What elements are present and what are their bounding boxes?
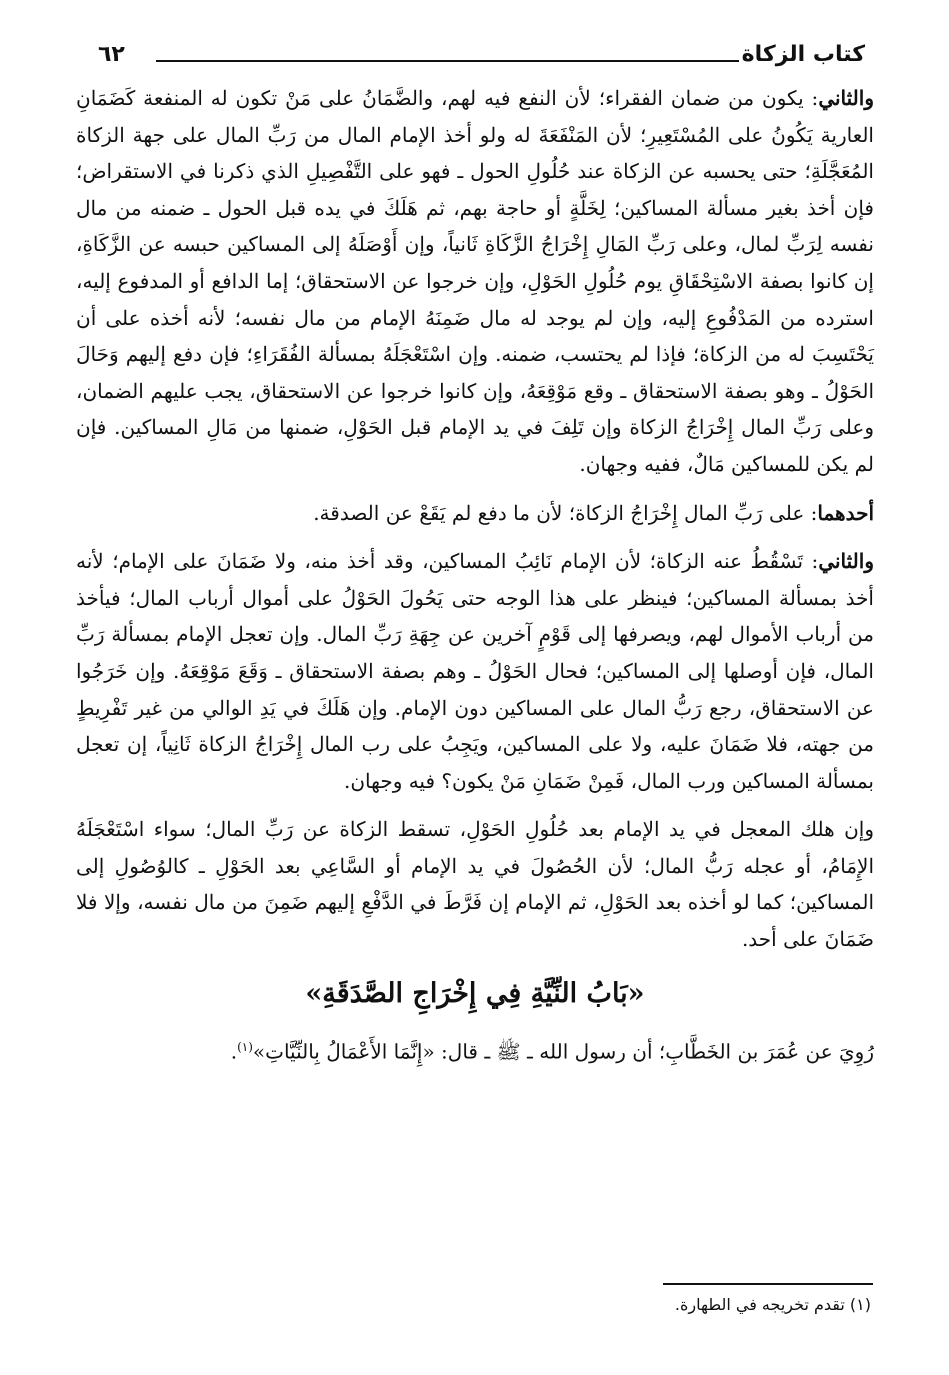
paragraph-4 <box>76 811 874 957</box>
paragraph-text: : يكون من ضمان الفقراء؛ لأن النفع فيه لهم، والضَّمَانُ على مَنْ تكون له المنفعة كَضَمَانِ العارية يَكُونُ على المُسْتَعِيرِ؛ لأن المَنْفَعَةَ له ولو أخذ الإمام المال من رَبِّ المال على جهة الزكاة المُعَجَّلَةِ؛ حتى يحسبه عن الزكاة عند حُلُولِ الحول ـ فهو على التَّفْصِيلِ الذي ذكرنا في الاستقراض؛ فإن أخذ بغير مسألة المساكين؛ لِخَلَّةٍ أو حاجة بهم، ثم هَلَكَ في يده قبل الحول ـ ضمنه من مال نفسه لِرَبِّ لمال، وعلى رَبِّ المَالِ إِخْرَاجُ الزَّكَاةِ ثَانياً، وإن أَوْصَلَهُ إلى المساكين حبسه عن الزَّكَاةِ، إن كانوا بصفة الاسْتِحْقَاقِ يوم حُلُولِ الحَوْلِ، وإن خرجوا عن الاستحقاق؛ إما الدافع أو المدفوع إليه، استرده من المَدْفُوعِ إليه، وإن لم يوجد له مال ضَمِنَهُ الإمام من مال نفسه؛ لأنه أخذه على أن يَحْتَسِبَ له من الزكاة؛ فإذا لم يحتسب، ضمنه. وإن اسْتَعْجَلَهُ بمسألة الفُقَرَاءِ؛ فإن دفع إليهم وَحَالَ الحَوْلُ ـ وهو بصفة الاستحقاق ـ وقع مَوْقِعَهُ، وإن كانوا خرجوا عن الاستحقاق، يجب عليهم الضمان، وعلى رَبِّ المال إِخْرَاجُ الزكاة وإن تَلِفَ في يد الإمام قبل الحَوْلِ، ضمنها من مَالِ المساكين. فإن لم يكن للمساكين مَالٌ، ففيه وجهان. <box>76 86 874 476</box>
paragraph-1 <box>76 80 874 483</box>
hadith-text: رُوِيَ عن عُمَرَ بن الخَطَّابِ؛ أن رسول الله ـ ﷺ ـ قال: «إِنَّمَا الأَعْمَالُ بِالنِّيَّاتِ» <box>252 1039 874 1064</box>
page-number: ٦٢ <box>98 42 125 67</box>
footnote-rule <box>663 1283 873 1285</box>
header-rule <box>156 60 739 62</box>
hadith-line <box>76 1028 874 1071</box>
main-text <box>76 80 874 1070</box>
hadith-end: . <box>230 1039 238 1064</box>
footnote: (١) تقدم تخريجه في الطهارة. <box>674 1295 871 1314</box>
paragraph-text: وإن هلك المعجل في يد الإمام بعد حُلُولِ الحَوْلِ، تسقط الزكاة عن رَبِّ المال؛ سواء اسْتَعْجَلَهُ الإِمَامُ، أو عجله رَبُّ المال؛ لأن الحُصُولَ في يد الإمام أو السَّاعِي بعد الحَوْلِ ـ كالوُصُولِ إلى المساكين؛ كما لو أخذه بعد الحَوْلِ، ثم الإمام إن فَرَّطَ في الدَّفْعِ إليهم ضَمِنَ من مال نفسه، وإلا فلا ضَمَانَ على أحد. <box>76 817 874 952</box>
paragraph-2 <box>76 495 874 532</box>
chapter-heading: «بَابُ النِّيَّةِ فِي إِخْرَاجِ الصَّدَقَةِ» <box>305 977 645 1009</box>
paragraph-lead: والثاني <box>818 86 874 110</box>
paragraph-text: : على رَبِّ المال إِخْرَاجُ الزكاة؛ لأن ما دفع لم يَقَعْ عن الصدقة. <box>313 500 818 525</box>
chapter-running-title: كتاب الزكاة <box>741 42 865 67</box>
paragraph-3 <box>76 543 874 799</box>
paragraph-text: : تَسْقُطُ عنه الزكاة؛ لأن الإمام نَائِبُ المساكين، وقد أخذ منه، ولا ضَمَانَ على الإمام؛ لأنه أخذ بمسألة المساكين؛ فينظر على هذا الوجه حتى يَحُولَ الحَوْلُ على أموال أرباب المال؛ فيأخذ من أرباب الأموال لهم، ويصرفها إلى قَوْمٍ آخرين عن جِهَةِ رَبِّ المال. وإن تعجل الإمام بمسألة رَبِّ المال، فإن أوصلها إلى المساكين؛ فحال الحَوْلُ ـ وهم بصفة الاستحقاق ـ وَقَعَ مَوْقِعَهُ. وإن خَرَجُوا عن الاستحقاق، رجع رَبُّ المال على المساكين دون الإمام. وإن هَلَكَ في يَدِ الوالي من غير تَفْرِيطٍ من جهته، فلا ضَمَانَ عليه، ولا على المساكين، ويَجِبُ على رب المال إِخْرَاجُ الزكاة ثَانِياً، إن تعجل بمسألة المساكين ورب المال، فَمِنْ ضَمَانِ مَنْ يكون؟ فيه وجهان. <box>76 549 874 793</box>
paragraph-lead: والثاني <box>818 549 874 574</box>
paragraph-lead: أحدهما <box>817 500 874 525</box>
footnote-reference[interactable]: (١) <box>237 1039 253 1054</box>
running-header <box>98 36 865 76</box>
